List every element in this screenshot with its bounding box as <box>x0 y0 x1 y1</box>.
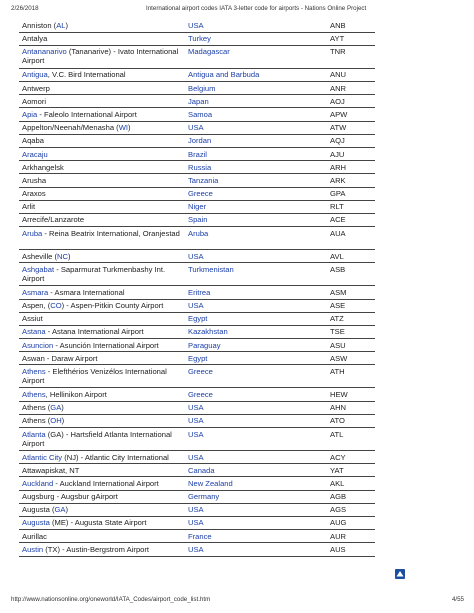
airport-name-suffix: (Tananarive) - Ivato International Airport <box>22 47 179 66</box>
airport-link[interactable]: Antigua <box>22 70 48 80</box>
airport-link[interactable]: GA <box>50 403 62 413</box>
page-footer <box>11 596 464 606</box>
country-link[interactable]: Russia <box>185 161 327 174</box>
table-row <box>19 352 375 365</box>
table-row <box>19 428 375 451</box>
country-link[interactable]: Greece <box>185 388 327 401</box>
airport-name-suffix: (ME) - Augusta State Airport <box>49 518 147 528</box>
airport-cell <box>19 263 185 286</box>
iata-code: AVL <box>327 250 375 263</box>
table-row <box>19 464 375 477</box>
airport-cell <box>19 503 185 516</box>
airport-name-prefix: Augsburg - Augsbur gAirport <box>22 492 118 502</box>
airport-cell <box>19 187 185 200</box>
airport-cell <box>19 530 185 543</box>
airport-link[interactable]: Athens <box>22 366 46 376</box>
table-row <box>19 286 375 299</box>
table-row <box>19 161 375 174</box>
airport-name-suffix: - Astana International Airport <box>45 327 144 337</box>
airport-link[interactable]: Astana <box>22 327 46 337</box>
table-row <box>19 68 375 81</box>
airport-name-suffix: - Elefthérios Venizélos International Airport <box>22 366 167 385</box>
table-row <box>19 19 375 32</box>
airport-cell <box>19 108 185 121</box>
iata-code: AJU <box>327 148 375 161</box>
airport-name-suffix: ) <box>65 20 69 30</box>
airport-name-prefix: Appelton/Neenah/Menasha ( <box>22 123 119 133</box>
country-link[interactable]: USA <box>185 250 327 263</box>
page-header <box>11 5 464 15</box>
airport-name-suffix: ) <box>61 416 65 426</box>
airport-name-suffix: (GA) - Hartsfield Atlanta International Airport <box>22 429 172 448</box>
airport-cell <box>19 299 185 312</box>
country-link[interactable]: Turkmenistan <box>185 263 327 286</box>
airport-cell <box>19 45 185 68</box>
country-link[interactable]: Japan <box>185 95 327 108</box>
table-row <box>19 312 375 325</box>
airport-link[interactable]: Asuncion <box>22 340 54 350</box>
airport-cell <box>19 352 185 365</box>
iata-code: ANB <box>327 19 375 32</box>
airport-codes-body <box>19 19 375 556</box>
country-link[interactable]: USA <box>185 516 327 529</box>
country-link[interactable]: Brazil <box>185 148 327 161</box>
airport-cell <box>19 414 185 427</box>
airport-cell <box>19 543 185 556</box>
airport-link[interactable]: Asmara <box>22 287 49 297</box>
airport-cell <box>19 213 185 226</box>
airport-name-suffix: ) <box>127 123 131 133</box>
iata-code: HEW <box>327 388 375 401</box>
country-link[interactable]: France <box>185 530 327 543</box>
airport-name-prefix: Asheville ( <box>22 251 58 261</box>
table-row <box>19 45 375 68</box>
airport-link[interactable]: Ashgabat <box>22 264 55 274</box>
airport-name-prefix: Arrecife/Lanzarote <box>22 215 85 225</box>
airport-link[interactable]: Auckland <box>22 478 54 488</box>
table-row <box>19 148 375 161</box>
airport-link[interactable]: Austin <box>22 544 44 554</box>
iata-code: ANR <box>327 82 375 95</box>
airport-cell <box>19 227 185 250</box>
table-row <box>19 121 375 134</box>
country-link[interactable]: Belgium <box>185 82 327 95</box>
airport-cell <box>19 464 185 477</box>
airport-link[interactable]: Athens <box>22 389 46 399</box>
airport-link[interactable]: Aruba <box>22 228 43 238</box>
airport-name-suffix: - Reina Beatrix International, Oranjestad <box>42 228 180 238</box>
print-date: 2/26/2018 <box>11 5 39 12</box>
iata-code: ANU <box>327 68 375 81</box>
airport-name-prefix: Anniston ( <box>22 20 57 30</box>
country-link[interactable]: Spain <box>185 213 327 226</box>
airport-name-suffix: , V.C. Bird International <box>47 70 126 80</box>
country-link[interactable]: USA <box>185 428 327 451</box>
airport-link[interactable]: Atlantic City <box>22 452 63 462</box>
airport-link[interactable]: Apia <box>22 109 38 119</box>
iata-code: ATZ <box>327 312 375 325</box>
table-row <box>19 365 375 388</box>
table-row <box>19 477 375 490</box>
airport-cell <box>19 19 185 32</box>
country-link[interactable]: New Zealand <box>185 477 327 490</box>
table-row <box>19 451 375 464</box>
country-link[interactable]: USA <box>185 299 327 312</box>
airport-link[interactable]: Augusta <box>22 518 50 528</box>
airport-cell <box>19 174 185 187</box>
country-link[interactable]: Eritrea <box>185 286 327 299</box>
iata-code: AUA <box>327 227 375 250</box>
table-row <box>19 187 375 200</box>
iata-code: ARK <box>327 174 375 187</box>
country-link[interactable]: Aruba <box>185 227 327 250</box>
airport-name-prefix: Araxos <box>22 189 46 199</box>
table-row <box>19 401 375 414</box>
country-link[interactable]: Madagascar <box>185 45 327 68</box>
airport-cell <box>19 365 185 388</box>
iata-code: ACY <box>327 451 375 464</box>
country-link[interactable]: Niger <box>185 200 327 213</box>
country-link[interactable]: Kazakhstan <box>185 325 327 338</box>
table-row <box>19 227 375 250</box>
table-row <box>19 200 375 213</box>
airport-name-prefix: Augusta ( <box>22 505 55 515</box>
airport-name-prefix: Aswan - Daraw Airport <box>22 353 98 363</box>
country-link[interactable]: Jordan <box>185 134 327 147</box>
table-row <box>19 134 375 147</box>
airport-name-prefix: Attawapiskat, NT <box>22 465 80 475</box>
iata-code: GPA <box>327 187 375 200</box>
table-row <box>19 388 375 401</box>
iata-code: ATO <box>327 414 375 427</box>
airport-name-prefix: Aomori <box>22 96 47 106</box>
iata-code: YAT <box>327 464 375 477</box>
airport-cell <box>19 95 185 108</box>
airport-name-suffix: , Hellinikon Airport <box>45 389 107 399</box>
iata-code: ATW <box>327 121 375 134</box>
iata-code: AUS <box>327 543 375 556</box>
table-row <box>19 263 375 286</box>
airport-name-prefix: Antalya <box>22 34 48 44</box>
country-link[interactable]: USA <box>185 503 327 516</box>
iata-code: ARH <box>327 161 375 174</box>
iata-code: AUR <box>327 530 375 543</box>
table-row <box>19 543 375 556</box>
country-link[interactable]: USA <box>185 121 327 134</box>
airport-link[interactable]: WI <box>118 123 128 133</box>
airport-name-prefix: Arusha <box>22 175 47 185</box>
country-link[interactable]: Egypt <box>185 352 327 365</box>
airport-name-suffix: - Asunción International Airport <box>53 340 159 350</box>
airport-cell <box>19 451 185 464</box>
airport-name-suffix: ) <box>61 403 64 413</box>
iata-code: ASW <box>327 352 375 365</box>
table-row <box>19 82 375 95</box>
country-link[interactable]: Egypt <box>185 312 327 325</box>
airport-cell <box>19 325 185 338</box>
page-title: International airport codes IATA 3-letter code for airports - Nations Online Project <box>146 5 367 12</box>
table-row <box>19 490 375 503</box>
table-row <box>19 414 375 427</box>
country-link[interactable]: Greece <box>185 187 327 200</box>
airport-cell <box>19 312 185 325</box>
airport-cell <box>19 250 185 263</box>
table-row <box>19 213 375 226</box>
country-link[interactable]: Samoa <box>185 108 327 121</box>
airport-name-suffix: (NJ) - Atlantic City International <box>62 452 169 462</box>
airport-cell <box>19 490 185 503</box>
country-link[interactable]: Germany <box>185 490 327 503</box>
iata-code: ASB <box>327 263 375 286</box>
iata-code: AGB <box>327 490 375 503</box>
up-arrow-icon[interactable] <box>395 569 405 579</box>
country-link[interactable]: Greece <box>185 365 327 388</box>
country-link[interactable]: Antigua and Barbuda <box>185 68 327 81</box>
country-link[interactable]: Tanzania <box>185 174 327 187</box>
airport-name-suffix: - Saparmurat Turkmenbashy Int. Airport <box>22 264 166 283</box>
iata-code: ATH <box>327 365 375 388</box>
country-link[interactable]: USA <box>185 19 327 32</box>
airport-link[interactable]: CO <box>50 301 62 310</box>
airport-cell <box>19 516 185 529</box>
airport-cell <box>19 68 185 81</box>
airport-cell <box>19 200 185 213</box>
airport-name-suffix: - Faleolo International Airport <box>37 109 137 119</box>
table-row <box>19 95 375 108</box>
country-link[interactable]: Canada <box>185 464 327 477</box>
airport-codes-table <box>19 19 375 557</box>
airport-cell <box>19 134 185 147</box>
country-link[interactable]: USA <box>185 414 327 427</box>
iata-code: AUG <box>327 516 375 529</box>
iata-code: ASM <box>327 286 375 299</box>
page-number: 4/55 <box>451 596 464 603</box>
airport-name-prefix: Arkhangelsk <box>22 162 64 172</box>
airport-name-prefix: Aqaba <box>22 136 44 146</box>
country-link[interactable]: Turkey <box>185 32 327 45</box>
country-link[interactable]: Paraguay <box>185 339 327 352</box>
airport-cell <box>19 339 185 352</box>
airport-link[interactable]: AL <box>56 20 66 30</box>
airport-cell <box>19 428 185 451</box>
airport-name-prefix: Athens ( <box>22 416 51 426</box>
table-row <box>19 299 375 312</box>
airport-cell <box>19 32 185 45</box>
airport-cell <box>19 161 185 174</box>
airport-name-prefix: Aurillac <box>22 531 47 541</box>
airport-cell <box>19 121 185 134</box>
country-link[interactable]: USA <box>185 401 327 414</box>
table-row <box>19 174 375 187</box>
iata-code: AOJ <box>327 95 375 108</box>
table-row <box>19 32 375 45</box>
iata-code: ACE <box>327 213 375 226</box>
airport-name-suffix: ) <box>68 251 71 261</box>
iata-code: ATL <box>327 428 375 451</box>
table-row <box>19 325 375 338</box>
airport-cell <box>19 286 185 299</box>
airport-name-prefix: Athens ( <box>22 403 51 413</box>
airport-cell <box>19 477 185 490</box>
airport-name-suffix: - Asmara International <box>48 287 125 297</box>
airport-name-suffix: ) - Aspen-Pitkin County Airport <box>61 301 164 310</box>
airport-name-suffix: (TX) - Austin-Bergstrom Airport <box>43 544 150 554</box>
airport-link[interactable]: OH <box>50 416 62 426</box>
iata-code: APW <box>327 108 375 121</box>
table-row <box>19 503 375 516</box>
airport-name-prefix: Assiut <box>22 314 43 324</box>
page-url: http://www.nationsonline.org/oneworld/IATA_Codes/airport_code_list.htm <box>11 596 211 603</box>
country-link[interactable]: USA <box>185 543 327 556</box>
airport-name-prefix: Aspen, ( <box>22 301 51 310</box>
airport-cell <box>19 401 185 414</box>
airport-name-suffix: ) <box>65 505 69 515</box>
airport-cell <box>19 82 185 95</box>
airport-cell <box>19 388 185 401</box>
iata-code: ASU <box>327 339 375 352</box>
table-row <box>19 516 375 529</box>
iata-code: TSE <box>327 325 375 338</box>
iata-code: AQJ <box>327 134 375 147</box>
country-link[interactable]: USA <box>185 451 327 464</box>
airport-link[interactable]: Aracaju <box>22 149 48 159</box>
airport-link[interactable]: GA <box>54 505 66 515</box>
table-row <box>19 108 375 121</box>
iata-code: TNR <box>327 45 375 68</box>
iata-code: AGS <box>327 503 375 516</box>
iata-code: ASE <box>327 299 375 312</box>
iata-code: AYT <box>327 32 375 45</box>
airport-cell <box>19 148 185 161</box>
table-row <box>19 250 375 263</box>
table-row <box>19 339 375 352</box>
airport-name-prefix: Antwerp <box>22 83 50 93</box>
iata-code: AHN <box>327 401 375 414</box>
airport-name-prefix: Arlit <box>22 202 36 212</box>
iata-code: RLT <box>327 200 375 213</box>
airport-link[interactable]: Antananarivo <box>22 47 67 57</box>
airport-link[interactable]: Atlanta <box>22 429 46 439</box>
iata-code: AKL <box>327 477 375 490</box>
airport-link[interactable]: NC <box>57 251 68 261</box>
airport-name-suffix: - Auckland International Airport <box>53 478 159 488</box>
table-row <box>19 530 375 543</box>
